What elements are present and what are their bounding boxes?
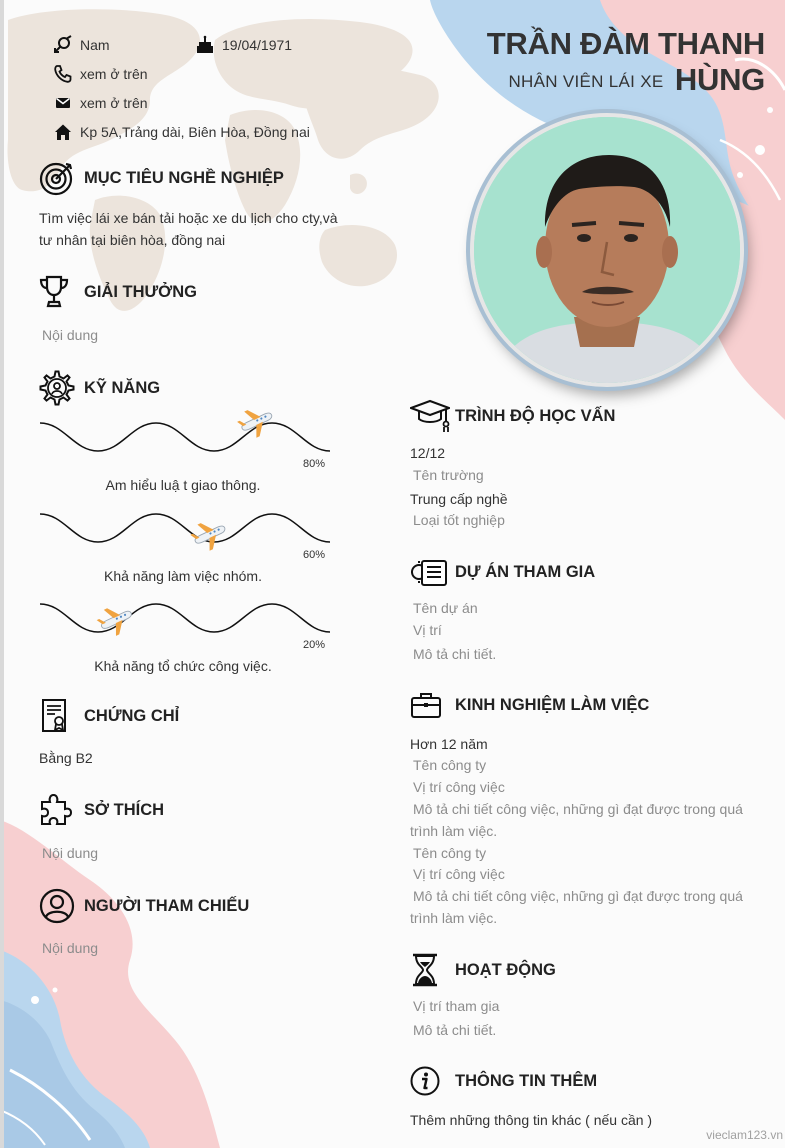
experience-summary: Hơn 12 năm: [410, 736, 488, 752]
hobbies-content: Nội dung: [42, 845, 99, 861]
email-value: xem ở trên: [80, 95, 148, 111]
gender-row: [53, 35, 110, 55]
certificates-title-text: CHỨNG CHỈ: [84, 706, 180, 725]
skill-percent-2: 60%: [303, 549, 326, 561]
project-name: Tên dự án: [413, 600, 478, 616]
objective-line-2: tư nhân tại biên hòa, đồng nai: [39, 232, 226, 248]
education-placeholder-2: Loại tốt nghiệp: [413, 512, 505, 528]
activity-position: Vị trí tham gia: [413, 998, 500, 1014]
skill-label-1: Am hiểu luậ t giao thông.: [105, 477, 261, 493]
skill-plane-2: [188, 515, 231, 556]
references-content: Nội dung: [42, 940, 99, 956]
phone-value: xem ở trên: [80, 66, 148, 82]
job-2-company: Tên công ty: [413, 845, 487, 861]
references-section-title: [39, 888, 249, 924]
skill-label-2: Khả năng làm việc nhóm.: [104, 568, 262, 584]
job-1-position: Vị trí công việc: [413, 779, 505, 795]
page-left-border: [0, 0, 4, 1148]
skill-percent-1: 80%: [303, 458, 326, 470]
phone-icon: [53, 64, 73, 84]
gender-value: Nam: [80, 37, 110, 53]
project-position: Vị trí: [413, 622, 442, 638]
education-placeholder-1: Tên trường: [413, 467, 484, 483]
education-value-2: Trung cấp nghề: [410, 491, 508, 507]
references-title-text: NGƯỜI THAM CHIẾU: [84, 896, 250, 915]
briefcase-icon: [410, 690, 442, 720]
puzzle-icon: [39, 793, 73, 827]
job-2-description-line-2: trình làm việc.: [410, 910, 498, 926]
target-icon: [39, 160, 75, 196]
objective-line-1: Tìm việc lái xe bán tải hoặc xe du lịch cho cty,và: [39, 210, 338, 226]
activities-section-title: [410, 953, 556, 987]
user-circle-icon: [39, 888, 75, 924]
hobbies-section-title: [39, 793, 164, 827]
certificates-content: Bằng B2: [39, 750, 93, 766]
birthday-row: [195, 35, 292, 55]
birthday-value: 19/04/1971: [222, 37, 293, 53]
birthday-cake-icon: [195, 35, 215, 55]
email-row: [53, 93, 148, 113]
job-1-description-line-1: Mô tả chi tiết công việc, những gì đạt được trong quá: [413, 801, 743, 817]
projects-section-title: [410, 556, 595, 588]
project-document-icon: [410, 556, 448, 588]
objective-title-text: MỤC TIÊU NGHỀ NGHIỆP: [84, 168, 284, 187]
job-title: NHÂN VIÊN LÁI XE: [508, 72, 664, 91]
skills-section-title: [39, 370, 160, 406]
experience-section-title: [410, 690, 649, 720]
project-description: Mô tả chi tiết.: [413, 646, 497, 662]
projects-title-text: DỰ ÁN THAM GIA: [455, 562, 596, 581]
gear-person-icon: [39, 370, 75, 406]
certificate-icon: [39, 698, 71, 734]
portrait-illustration: [474, 117, 740, 383]
activity-description: Mô tả chi tiết.: [413, 1022, 497, 1038]
skill-plane-3: [94, 600, 137, 641]
objective-section-title: [39, 160, 284, 196]
skill-wave-2: [40, 496, 330, 556]
certificates-section-title: [39, 698, 179, 734]
info-icon: [410, 1066, 440, 1096]
experience-title-text: KINH NGHIỆM LÀM VIỆC: [455, 695, 650, 714]
hobbies-title-text: SỞ THÍCH: [84, 800, 165, 819]
skill-wave-1: [40, 405, 330, 465]
skill-wave-3: [40, 586, 330, 646]
candidate-name: TRẦN ĐÀM THANH HÙNG: [486, 26, 765, 97]
hourglass-icon: [410, 953, 440, 987]
job-2-position: Vị trí công việc: [413, 866, 505, 882]
education-value-1: 12/12: [410, 445, 446, 461]
job-1-description-line-2: trình làm việc.: [410, 823, 498, 839]
awards-section-title: [39, 275, 197, 309]
skill-label-3: Khả năng tổ chức công việc.: [94, 658, 272, 674]
home-icon: [53, 122, 73, 142]
phone-row: [53, 64, 148, 84]
awards-title-text: GIẢI THƯỞNG: [84, 282, 198, 301]
extra-info-title-text: THÔNG TIN THÊM: [455, 1071, 598, 1090]
awards-content: Nội dung: [42, 327, 99, 343]
watermark: vieclam123.vn: [706, 1128, 783, 1142]
education-title-text: TRÌNH ĐỘ HỌC VẤN: [455, 406, 616, 425]
profile-photo: [470, 113, 744, 387]
skill-percent-3: 20%: [303, 639, 326, 651]
education-section-title: [410, 398, 615, 434]
activities-title-text: HOẠT ĐỘNG: [455, 960, 556, 979]
address-value: Kp 5A,Trảng dài, Biên Hòa, Đồng nai: [80, 124, 310, 140]
trophy-icon: [39, 275, 69, 309]
job-1-company: Tên công ty: [413, 757, 487, 773]
graduation-cap-icon: [410, 398, 450, 434]
address-row: [53, 122, 310, 142]
job-2-description-line-1: Mô tả chi tiết công việc, những gì đạt được trong quá: [413, 888, 743, 904]
skills-title-text: KỸ NĂNG: [84, 378, 161, 397]
gender-icon: [53, 35, 73, 55]
extra-info-section-title: [410, 1066, 597, 1096]
email-icon: [53, 93, 73, 113]
extra-info-content: Thêm những thông tin khác ( nếu cần ): [410, 1112, 653, 1128]
